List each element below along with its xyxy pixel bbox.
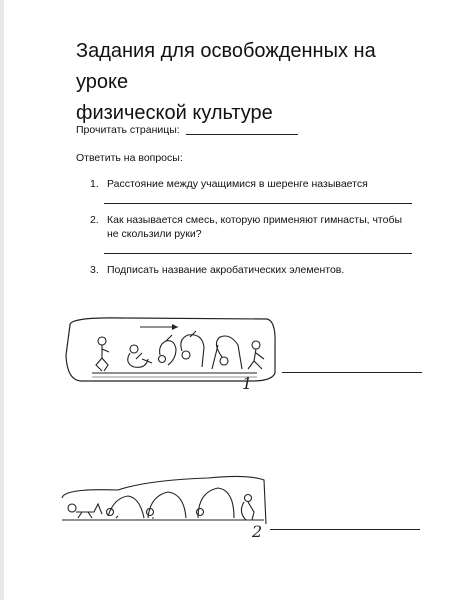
- question-2-line-2: не скользили руки?: [107, 228, 202, 240]
- title-line-2: физической культуре: [76, 102, 273, 124]
- scan-edge: [0, 0, 4, 600]
- bridge-sequence-image: [58, 468, 273, 528]
- figure-2-answer-line[interactable]: [270, 529, 420, 530]
- question-1-text: [107, 177, 368, 191]
- figure-1-answer-line[interactable]: [282, 372, 422, 373]
- figure-1-number: 1: [242, 374, 253, 393]
- question-2-answer-line[interactable]: [104, 253, 412, 254]
- title-line-1: Задания для освобожденных на уроке: [76, 40, 376, 93]
- question-3-text: [107, 263, 344, 277]
- question-2-text: [107, 213, 402, 241]
- read-pages-answer-line[interactable]: [186, 134, 298, 135]
- figure-2-number: 2: [252, 522, 263, 541]
- question-1-answer-line[interactable]: [104, 203, 412, 204]
- question-1-line-1: Расстояние между учащимися в шеренге называется: [107, 178, 368, 190]
- question-2-number: 2.: [90, 214, 99, 226]
- read-pages-label: Прочитать страницы:: [76, 124, 180, 136]
- question-2-line-1: Как называется смесь, которую применяют гимнасты, чтобы: [107, 214, 403, 226]
- question-1-number: 1.: [90, 178, 99, 190]
- question-3-number: 3.: [90, 264, 99, 276]
- answer-questions-label: Ответить на вопросы:: [76, 152, 183, 164]
- figure-2-panel: [58, 468, 273, 528]
- question-3-line-1: Подписать название акробатических элементов.: [107, 264, 345, 276]
- worksheet-title: [76, 36, 416, 129]
